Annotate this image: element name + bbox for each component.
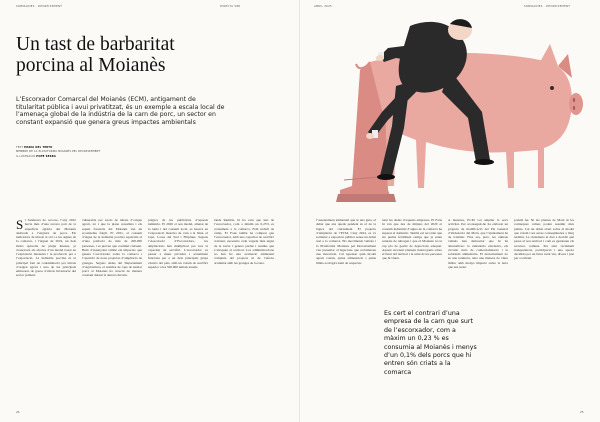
column-text: lands Rambla, hi ha carn que surt de l’escorxador, com a mínim un 0,23% es consumeix a la comarca. Fem treball de camp. El Fons també ha comprat que l’escorxador, amb una capacitat de sacrifici creixent, necessita cada vegada més aigua de la xarxa i genera purins i residus que s’aboquen al territori. Les administracions no han fet una avaluació ambiental completa del projecte ni de l’efecte acumulat amb les granges de la zona. [214,218,274,265]
body-column-5 [316,218,376,410]
body-column-1 [16,218,76,410]
body-column-6 [382,218,442,310]
body-column-8 [514,218,574,410]
column-text: i Sandrerra ho recorre, l’any 2022 havia més d’una tercera part de la superfície agrària del Moianès dedicada a l’engreix de porcs. Els indicadors de nitrats al sòl i a les aigües de la comarca, i l’aiguat de 2019, un dels molts episodis de plutja intensa, ja avançaven els efectes d’un model basat en l’explotació intensiva i la producció per a l’exportació. La indústria porcina és la principal font de contaminació per nitrats d’origen agrari i una de les principals emissores de gasos d’efecte hivernacle del sector primari. [16,218,76,278]
column-text: nent les dades d’aquests empreses. El Fons hi van que des de mitjans del 2020 el consum industrial d’aigua de la comarca ha superat el domèstic. També cal recordar que els purins fertilitzen camps que ja estan saturats de nitrogen i que el Moianès no té cap pla de gestió de dejeccions adequat. Aquest escenari planteja interrogants sobre el futur del territori i la salut de les persones que hi viuen. [382,218,442,261]
article-title: Un tast de barbaritat porcina al Moianès [16,34,175,76]
credit-illustrator-line: IL·LUSTRACIÓ POPE SERRA [16,154,56,158]
column-text: A mesures, ECM vol ampliar la seva activitat. Per aconseguir-ho ha elaborat un projecte de modificació del Pla General d’Ordenació del Moià, que l’ajuntament ha de tramitar. Fins ara, però, les entitats veïnals han demostrat que hi ha alternatives: la ramaderia extensiva, els circuits curts de comercialització i la sobirania alimentària. El decreixement no és una renúncia, sinó una manera de viure millor amb menys impacte sobre la terra que ens sosté. [448,218,508,269]
man-stretching-pig-skin-illustration [300,0,600,210]
credit-author-role: MEMBRE DE LA PLATAFORMA MOIANÈS PEL DECREIXEMENT [16,150,101,154]
body-column-4 [214,218,274,410]
running-head-right: SOBIRANIES · DECREIXEMENT [524,5,571,8]
article-credits [16,146,156,159]
running-head-left: SOBIRANIES · DECREIXEMENT [16,5,63,8]
column-text: vulnerable per excés de nitrats d’origen agrari, tot i que la plana cerealista i els espais forestals del Moianès són un ecosistema fràgil. El 2021, el consum d’aigua de la indústria porcina equivalia al d’una població de més de 200.000 persones, i es preveu que continuï creixent. Hem d’assenyalar també els impactes que genera l’escorxador sobre la comarca i l’aparició de nous projectes d’ampliació de granges. Segons dades del Departament d’Agricultura, el nombre de caps de bestiar porcí al Moianès ha crescut de manera constant durant la darrera dècada. [82,218,142,278]
credit-illustrator: POPE SERRA [36,154,56,158]
column-text: prègica de les publicitats d’aquests indústria. El 2020 el seu model, alienat de la taula i del consum local, es basava en l’exportació massiva de carn a la Xina, el Japó, Corea del Sud i Filipines. Segons l’Associació d’Escorxadors, les ampliacions han multiplicat per tres la capacitat de sacrifici. L’escorxador va passar a mans privades i actualment funciona per a un dels principals grups càrnics del país, amb un volum de sacrifici superior a les 500.000 unitats anuals. [148,218,208,269]
body-column-3 [148,218,208,410]
column-text: l’assentament ambiental que té una guia, el debat que ens queda pendent és el de la lògica del creixement. El projecte d’ampliació de l’ECM, l’any 2024, es va sotmetre a exposició pública sense un debat real a la comarca. Els moviments veïnals i la Plataforma Moianès pel Decreixement van presentar al·legacions que reclamaven una moratòria. Cal repensar quin model agrari volem, quina alimentació i quins límits ecològics hem de respectar. [316,218,376,265]
credit-author: MARIA DEL TERTO [24,146,53,149]
running-head-issue: DIRECTA 588 [220,5,241,8]
pull-quote: Es cert el contrari d’una empresa de la carn que surt de l’escorxador, com a màxim un 0,23 % es consumia al Moianès i menys d’un 0,1% dels porcs que hi entren són criats a la comarca [384,310,477,376]
body-column-2 [82,218,142,410]
page-number-right: 25 [580,410,584,414]
article-standfirst: L’Escorxador Comarcal del Moianès (ECM), antigament de titularitat pública i avui privatitzat, és un exemple a escala local de l’amenaça global de la indústria de la carn de porc, un sector en constant expansió que genera greus impactes ambientals [16,96,225,127]
page-number-left: 24 [16,410,20,414]
column-text: podem fer. Ni les plantes de Moià ni les comarques veïnes poden assumir més purins. Cal un debat obert sobre el model que volem i les seves conseqüències a llarg termini. La ciutadania té dret a decidir què passa al seu territori i com es gestionen els recursos comuns. Per això reclamem transparència, participació i una aposta decidida per un futur rural viu, divers i just per a tothom. [514,218,574,261]
credit-author-line: TEXT MARIA DEL TERTO [16,146,53,149]
body-column-7 [448,218,508,310]
drop-cap: S [16,218,24,232]
running-head-date: ABRIL 2025 [314,5,332,8]
